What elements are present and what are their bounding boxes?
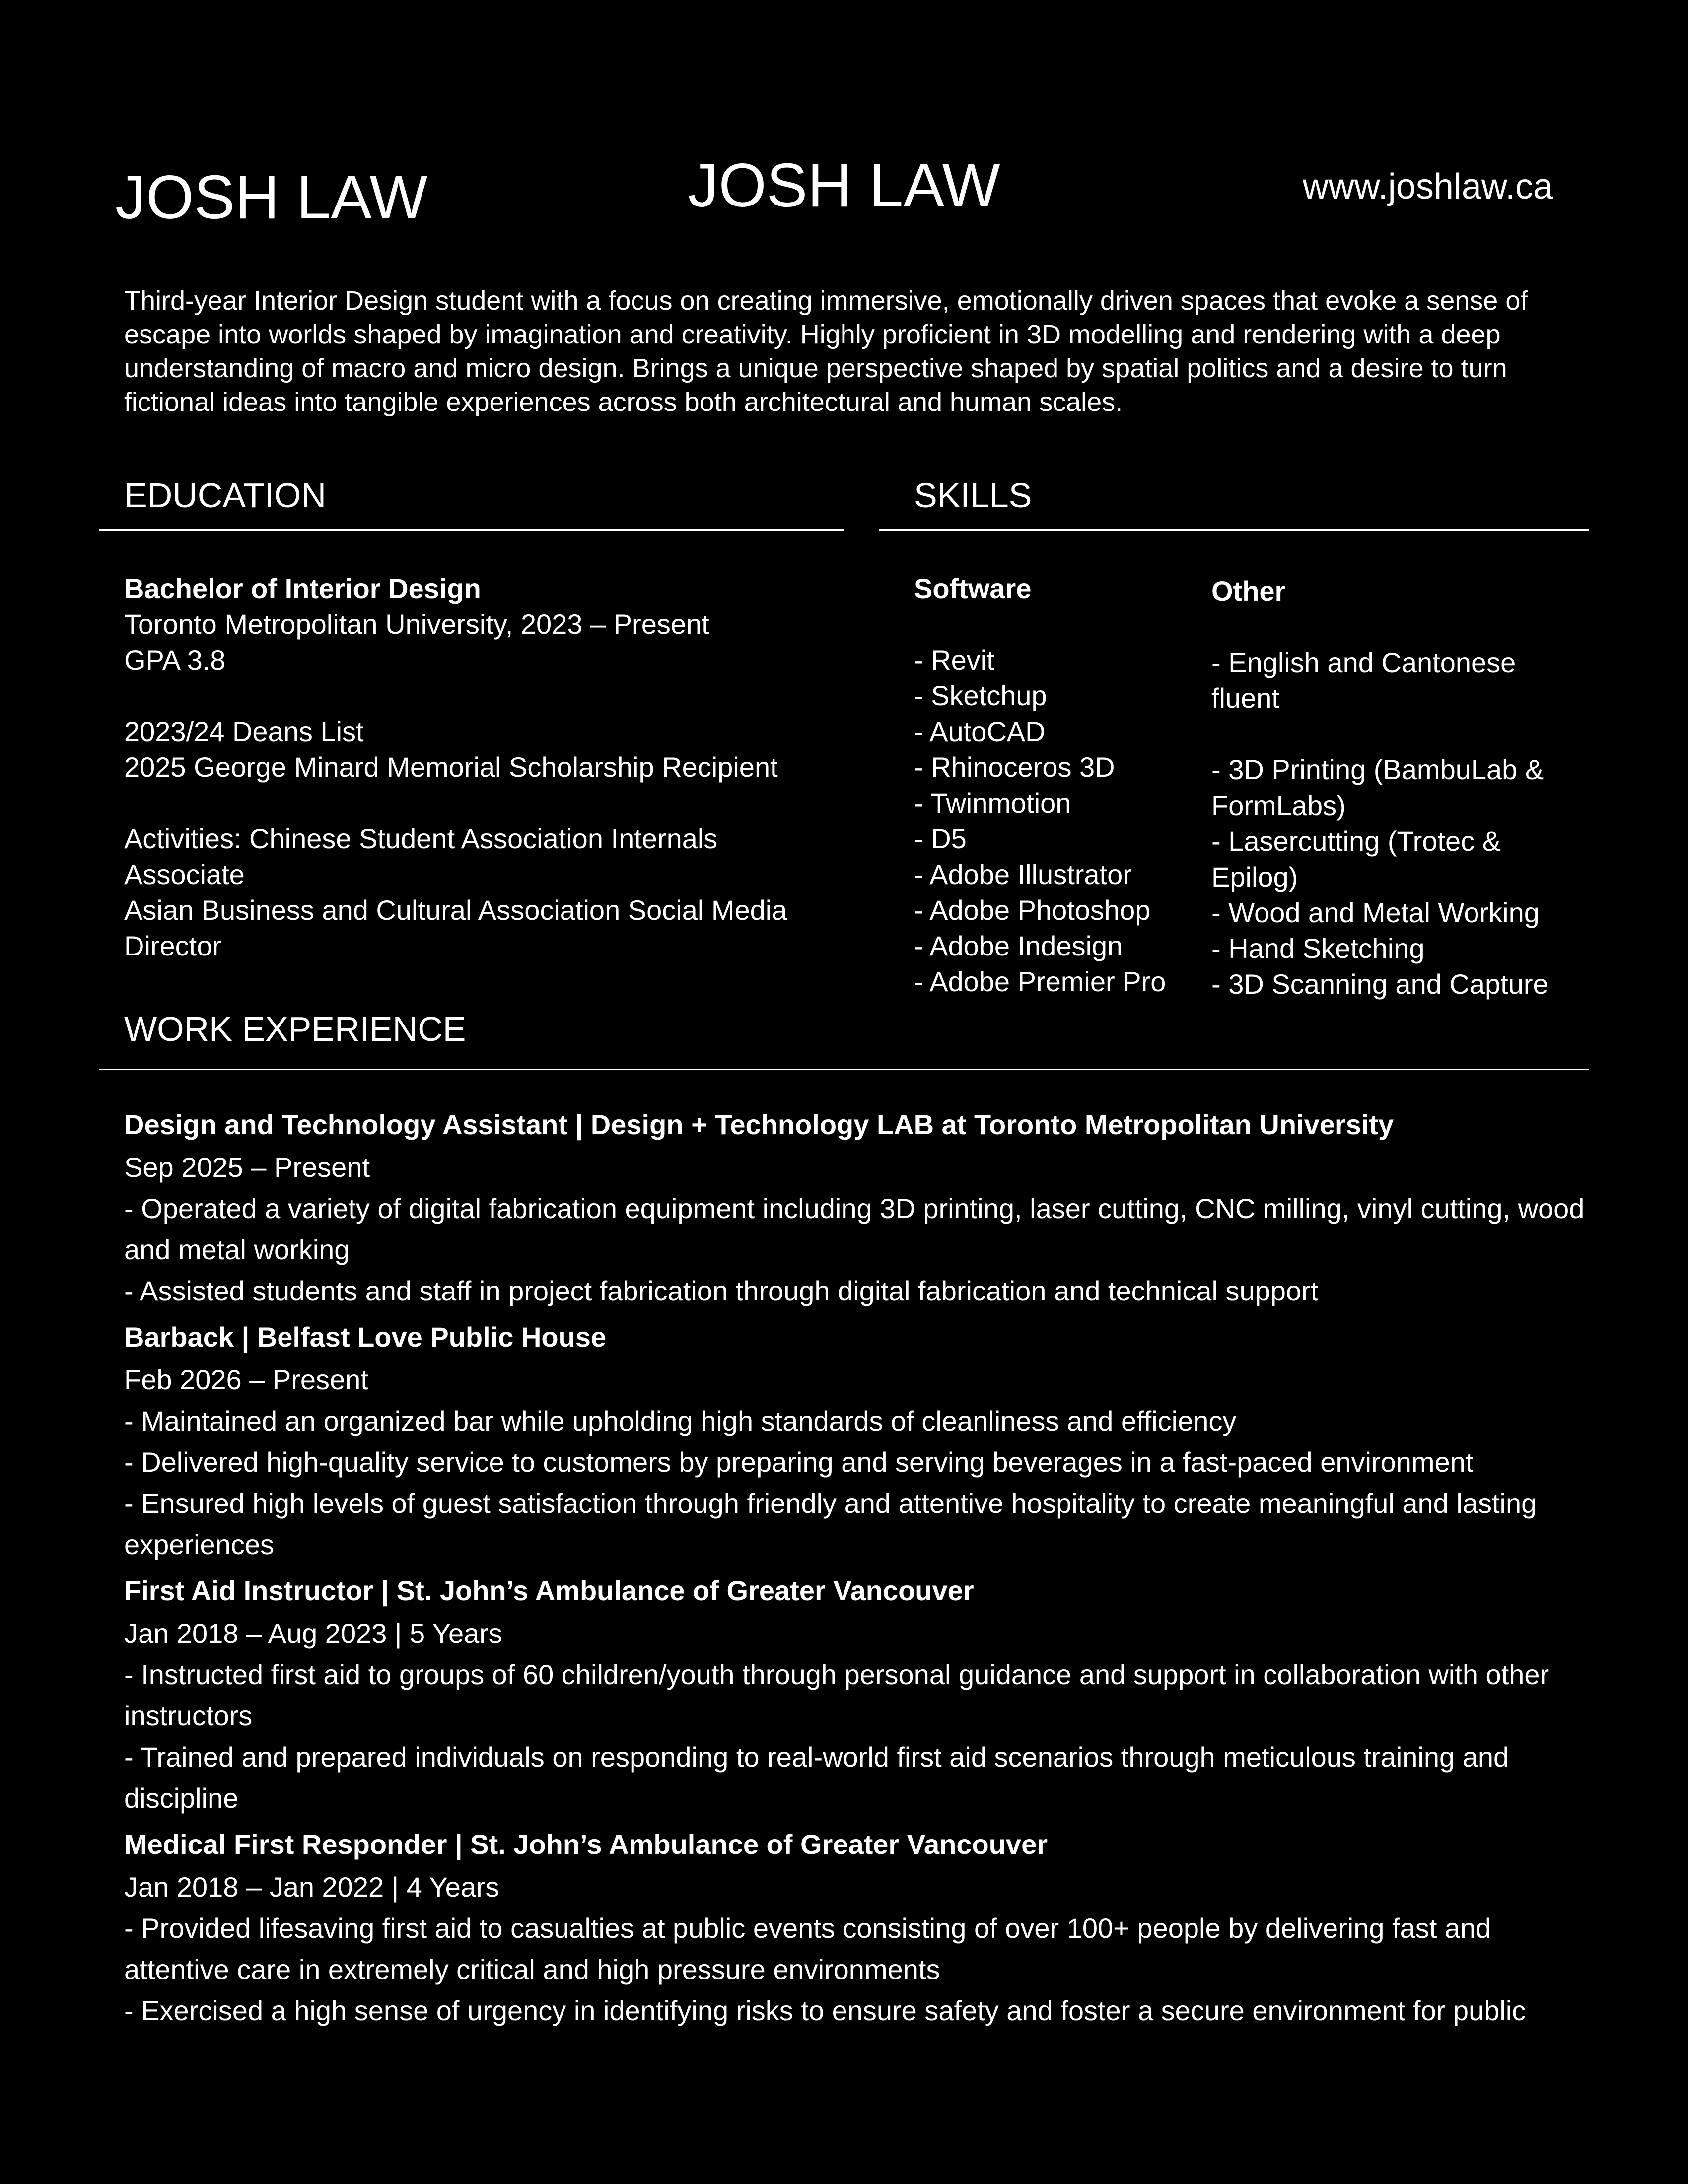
skill-item: - Adobe Illustrator — [914, 859, 1132, 890]
work-divider — [99, 1069, 1589, 1070]
job-entry — [124, 1322, 1594, 1565]
skill-item: - Revit — [914, 644, 994, 676]
job-dates: Jan 2018 – Aug 2023 | 5 Years — [124, 1618, 502, 1649]
skill-item: - Wood and Metal Working — [1211, 897, 1540, 928]
software-title: Software — [914, 573, 1032, 604]
job-bullet: - Delivered high-quality service to customers by preparing and serving beverages in a fast-paced environment — [124, 1446, 1474, 1478]
degree: Bachelor of Interior Design — [124, 573, 481, 604]
page-title: JOSH LAW — [688, 151, 1000, 220]
skill-item: - Adobe Indesign — [914, 930, 1123, 961]
job-entry — [124, 1830, 1594, 2031]
job-bullet: - Provided lifesaving first aid to casualties at public events consisting of over 100+ people by delivering fast and attentive care in extremely critical and high pressure environments — [124, 1912, 1491, 1985]
skill-item: - Lasercutting (Trotec & — [1211, 825, 1501, 857]
activity-line: Activities: Chinese Student Association Internals — [124, 823, 718, 854]
education-divider — [99, 529, 844, 531]
skill-item: fluent — [1211, 682, 1279, 714]
job-bullet: - Maintained an organized bar while upholding high standards of cleanliness and efficiency — [124, 1405, 1237, 1436]
education-block — [124, 571, 787, 964]
education-title: EDUCATION — [124, 476, 327, 515]
other-title: Other — [1211, 575, 1286, 607]
summary-paragraph: Third-year Interior Design student with a focus on creating immersive, emotionally driven spaces that evoke a sense of escape into worlds shaped by imagination and creativity. Highly proficient in 3D modelling and rendering with a deep understanding of macro and micro design. Brings a unique perspective shaped by spatial politics and a desire to turn fictional ideas into tangible experiences across both architectural and human scales. — [124, 286, 1528, 417]
skill-item: - 3D Scanning and Capture — [1211, 968, 1548, 1000]
skill-item: - AutoCAD — [914, 716, 1046, 747]
honor-deans-list: 2023/24 Deans List — [124, 716, 364, 747]
skills-divider — [879, 529, 1589, 531]
job-bullet: - Operated a variety of digital fabrication equipment including 3D printing, laser cutting, CNC milling, vinyl cutting, wood and metal working — [124, 1193, 1585, 1265]
job-title: Medical First Responder | St. John’s Ambulance of Greater Vancouver — [124, 1829, 1048, 1860]
job-bullet: - Exercised a high sense of urgency in identifying risks to ensure safety and foster a secure environment for public — [124, 1995, 1526, 2026]
work-experience-list — [124, 1110, 1594, 2031]
skill-item: - Hand Sketching — [1211, 933, 1425, 964]
job-bullet: - Instructed first aid to groups of 60 children/youth through personal guidance and support in collaboration with other instructors — [124, 1659, 1549, 1731]
skill-item: FormLabs) — [1211, 790, 1346, 821]
other-skills-list — [1211, 573, 1548, 1002]
job-entry — [124, 1576, 1594, 1819]
skill-item: - English and Cantonese — [1211, 647, 1516, 678]
job-dates: Sep 2025 – Present — [124, 1152, 370, 1183]
activity-line: Associate — [124, 859, 245, 890]
activity-line: Asian Business and Cultural Association Social Media — [124, 894, 787, 926]
software-list — [914, 571, 1166, 1000]
school: Toronto Metropolitan University, 2023 – Present — [124, 609, 709, 640]
job-bullet: - Ensured high levels of guest satisfaction through friendly and attentive hospitality to create meaningful and lasting experiences — [124, 1488, 1537, 1560]
skill-item: - D5 — [914, 823, 967, 854]
job-bullet: - Trained and prepared individuals on responding to real-world first aid scenarios through meticulous training and discipline — [124, 1741, 1509, 1814]
honor-scholarship: 2025 George Minard Memorial Scholarship Recipient — [124, 751, 778, 783]
work-experience-title: WORK EXPERIENCE — [124, 1010, 466, 1048]
job-bullet: - Assisted students and staff in project fabrication through digital fabrication and technical support — [124, 1275, 1319, 1306]
job-title: First Aid Instructor | St. John’s Ambulance of Greater Vancouver — [124, 1575, 974, 1606]
job-entry — [124, 1110, 1594, 1311]
activity-line: Director — [124, 930, 222, 961]
job-title: Design and Technology Assistant | Design + Technology LAB at Toronto Metropolitan University — [124, 1109, 1394, 1140]
job-title: Barback | Belfast Love Public House — [124, 1321, 607, 1353]
website-link[interactable]: www.joshlaw.ca — [1302, 167, 1553, 206]
job-dates: Feb 2026 – Present — [124, 1364, 368, 1395]
skill-item: - Sketchup — [914, 680, 1047, 711]
skill-item: Epilog) — [1211, 861, 1298, 892]
skill-item: - 3D Printing (BambuLab & — [1211, 754, 1544, 785]
job-dates: Jan 2018 – Jan 2022 | 4 Years — [124, 1871, 499, 1903]
skill-item: - Adobe Premier Pro — [914, 966, 1166, 997]
skill-item: - Adobe Photoshop — [914, 894, 1151, 926]
clipped-name-text: JOSH LAW — [115, 163, 428, 232]
skill-item: - Rhinoceros 3D — [914, 751, 1115, 783]
skill-item: - Twinmotion — [914, 787, 1071, 819]
skills-title: SKILLS — [914, 476, 1032, 515]
gpa: GPA 3.8 — [124, 644, 226, 676]
